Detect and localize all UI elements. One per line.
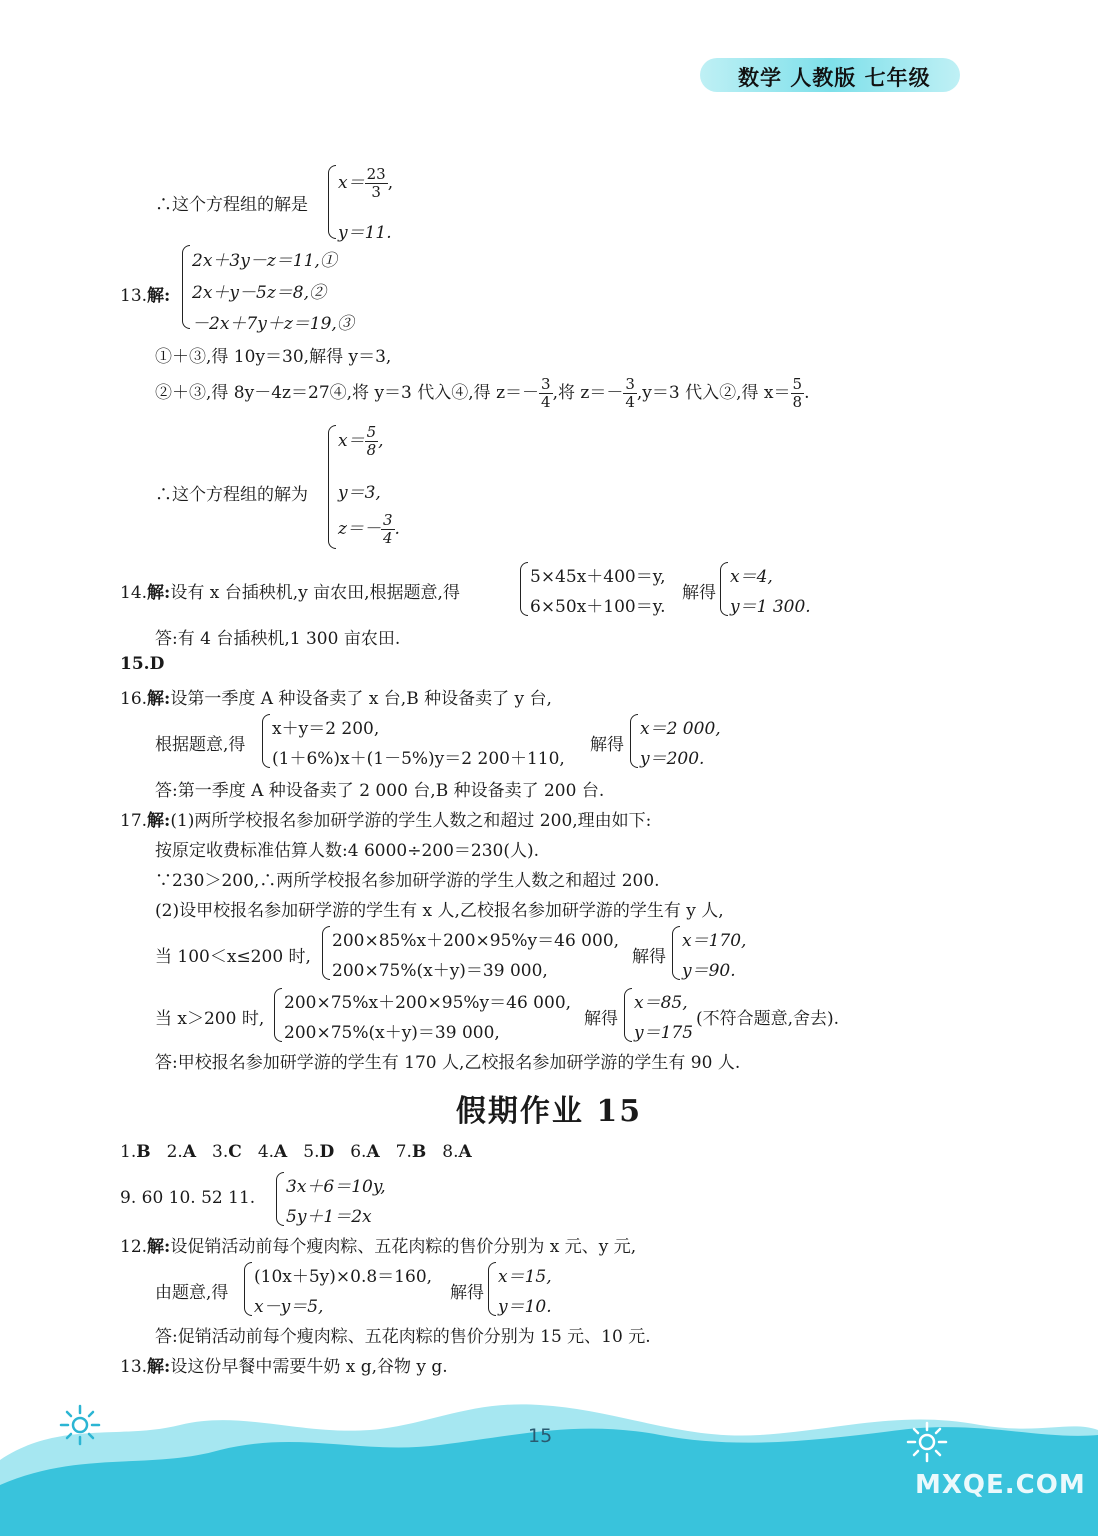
mc-letter: C bbox=[228, 1142, 242, 1162]
q17-case2-r1: x＝85, bbox=[634, 993, 688, 1013]
brace bbox=[274, 988, 282, 1042]
q16-solved: 解得 bbox=[590, 735, 624, 755]
brace bbox=[322, 926, 330, 980]
page-number: 15 bbox=[528, 1425, 553, 1447]
q17-case1-eq2: 200×75%(x＋y)＝39 000, bbox=[332, 961, 548, 981]
mc-letter: B bbox=[136, 1142, 151, 1162]
mc-letter: A bbox=[182, 1142, 197, 1162]
q11-eq2: 5y＋1＝2x bbox=[286, 1207, 372, 1227]
mc-letter: A bbox=[274, 1142, 288, 1162]
brace bbox=[672, 926, 680, 980]
s15-q12-eq1: (10x＋5y)×0.8＝160, bbox=[254, 1267, 433, 1287]
section-title: 假期作业 15 bbox=[455, 1094, 643, 1129]
q13-result-x: x＝ $\frac{5}{8}$ , bbox=[338, 423, 384, 459]
q17-case1-r1: x＝170, bbox=[682, 931, 747, 951]
brace bbox=[520, 562, 528, 616]
q17-case1-r2: y＝90. bbox=[682, 961, 736, 981]
mc-answer bbox=[258, 1142, 287, 1162]
solution-y: y＝11. bbox=[338, 223, 392, 243]
q14-eq1: 5×45x＋400＝y, bbox=[530, 567, 666, 587]
s15-q12-r1: x＝15, bbox=[498, 1267, 552, 1287]
solution-x: x＝ $\frac{23}{3}$ , bbox=[338, 165, 394, 201]
q17-case2-lead: 当 x＞200 时, bbox=[155, 1009, 265, 1029]
brace bbox=[488, 1262, 496, 1316]
mc-letter: B bbox=[411, 1142, 427, 1162]
s15-q12-r2: y＝10. bbox=[498, 1297, 552, 1317]
q17-case1-solved: 解得 bbox=[632, 947, 666, 967]
mc-answer bbox=[120, 1142, 151, 1162]
mc-number: 6. bbox=[350, 1142, 367, 1162]
q13-step1: ①＋③,得 10y＝30,解得 y＝3, bbox=[155, 347, 392, 367]
q14-eq2: 6×50x＋100＝y. bbox=[530, 597, 666, 617]
sun-icon-left bbox=[58, 1403, 102, 1447]
mc-number: 3. bbox=[212, 1142, 229, 1162]
mc-answer bbox=[303, 1142, 334, 1162]
mc-number: 5. bbox=[303, 1142, 320, 1162]
s15-q12-answer: 答:促销活动前每个瘦肉粽、五花肉粽的售价分别为 15 元、10 元. bbox=[155, 1327, 651, 1347]
q12-lead: ∴这个方程组的解是 bbox=[155, 195, 308, 215]
s15-q12-text: 12.解:设促销活动前每个瘦肉粽、五花肉粽的售价分别为 x 元、y 元, bbox=[120, 1237, 637, 1257]
q17-case2-solved: 解得 bbox=[584, 1009, 618, 1029]
brace bbox=[328, 425, 336, 549]
q14-answer: 答:有 4 台插秧机,1 300 亩农田. bbox=[155, 629, 401, 649]
q13-eq2: 2x＋y－5z＝8,② bbox=[192, 283, 326, 303]
q17-part2: (2)设甲校报名参加研学游的学生有 x 人,乙校报名参加研学游的学生有 y 人, bbox=[155, 901, 724, 921]
q11-eq1: 3x＋6＝10y, bbox=[286, 1177, 386, 1197]
watermark: MXQE.COM bbox=[915, 1470, 1086, 1500]
q16-text: 16.解:设第一季度 A 种设备卖了 x 台,B 种设备卖了 y 台, bbox=[120, 689, 552, 709]
q17-case1-eq1: 200×85%x＋200×95%y＝46 000, bbox=[332, 931, 620, 951]
q17-case2-note: (不符合题意,舍去). bbox=[696, 1009, 840, 1029]
q13-result-y: y＝3, bbox=[338, 483, 381, 503]
brace bbox=[182, 245, 190, 329]
q14-solved: 解得 bbox=[682, 583, 716, 603]
s15-q12-lead: 由题意,得 bbox=[155, 1283, 229, 1303]
mc-answer bbox=[396, 1142, 427, 1162]
mc-number: 4. bbox=[257, 1142, 275, 1162]
brace bbox=[624, 988, 632, 1042]
mc-letter: D bbox=[319, 1142, 335, 1162]
q17-line2: 按原定收费标准估算人数:4 6000÷200＝230(人). bbox=[155, 841, 540, 861]
q17-case2-eq1: 200×75%x＋200×95%y＝46 000, bbox=[284, 993, 572, 1013]
q16-eq2: (1＋6%)x＋(1－5%)y＝2 200＋110, bbox=[272, 749, 565, 769]
q13-label: 13.解: bbox=[120, 286, 171, 306]
q17-case2-eq2: 200×75%(x＋y)＝39 000, bbox=[284, 1023, 500, 1043]
q13-result-z: z＝－ $\frac{3}{4}$ . bbox=[338, 511, 400, 547]
q16-eq1: x＋y＝2 200, bbox=[272, 719, 380, 739]
mc-letter: A bbox=[458, 1142, 472, 1162]
q15: 15.D bbox=[120, 654, 165, 674]
q17-line3: ∵230＞200,∴两所学校报名参加研学游的学生人数之和超过 200. bbox=[155, 871, 660, 891]
q14-text: 14.解:设有 x 台插秧机,y 亩农田,根据题意,得 bbox=[120, 583, 460, 603]
q16-r2: y＝200. bbox=[640, 749, 705, 769]
mc-answers bbox=[120, 1142, 488, 1162]
q14-r2: y＝1 300. bbox=[730, 597, 811, 617]
mc-answer bbox=[350, 1142, 379, 1162]
q16-answer: 答:第一季度 A 种设备卖了 2 000 台,B 种设备卖了 200 台. bbox=[155, 781, 605, 801]
header-title: 数学 人教版 七年级 bbox=[738, 66, 931, 90]
q13-eq3: －2x＋7y＋z＝19,③ bbox=[192, 314, 354, 334]
mc-number: 7. bbox=[395, 1142, 412, 1162]
q13-result-lead: ∴这个方程组的解为 bbox=[155, 485, 308, 505]
mc-letter: A bbox=[366, 1142, 380, 1162]
q14-r1: x＝4, bbox=[730, 567, 773, 587]
mc-answer bbox=[167, 1142, 196, 1162]
brace bbox=[720, 562, 728, 616]
s15-q13-text: 13.解:设这份早餐中需要牛奶 x g,谷物 y g. bbox=[120, 1357, 448, 1377]
brace bbox=[630, 714, 638, 768]
mc-number: 1. bbox=[120, 1142, 137, 1162]
brace bbox=[262, 714, 270, 768]
fill-answers: 9. 60 10. 52 11. bbox=[120, 1188, 256, 1208]
mc-number: 2. bbox=[166, 1142, 183, 1162]
q17-answer: 答:甲校报名参加研学游的学生有 170 人,乙校报名参加研学游的学生有 90 人. bbox=[155, 1053, 741, 1073]
q17-part1: 17.解:(1)两所学校报名参加研学游的学生人数之和超过 200,理由如下: bbox=[120, 811, 652, 831]
s15-q12-solved: 解得 bbox=[450, 1283, 484, 1303]
mc-number: 8. bbox=[442, 1142, 459, 1162]
mc-answer bbox=[212, 1142, 242, 1162]
q16-lead: 根据题意,得 bbox=[155, 735, 246, 755]
q17-case1-lead: 当 100＜x≤200 时, bbox=[155, 947, 311, 967]
brace bbox=[276, 1172, 284, 1226]
q13-eq1: 2x＋3y－z＝11,① bbox=[192, 251, 337, 271]
q13-step2: ②＋③,得 8y－4z＝27④,将 y＝3 代入④,得 z＝－ $\frac{3}{4}$ ,将 z＝－ $\frac{3}{4}$ ,y＝3 代入②,得 x＝ $\frac{5}{8}$ . bbox=[155, 375, 810, 411]
sun-icon-right bbox=[905, 1420, 949, 1464]
mc-answer bbox=[442, 1142, 471, 1162]
s15-q12-eq2: x－y＝5, bbox=[254, 1297, 324, 1317]
q17-case2-r2: y＝175 bbox=[634, 1023, 694, 1043]
brace bbox=[244, 1262, 252, 1316]
brace bbox=[328, 165, 336, 239]
q16-r1: x＝2 000, bbox=[640, 719, 721, 739]
